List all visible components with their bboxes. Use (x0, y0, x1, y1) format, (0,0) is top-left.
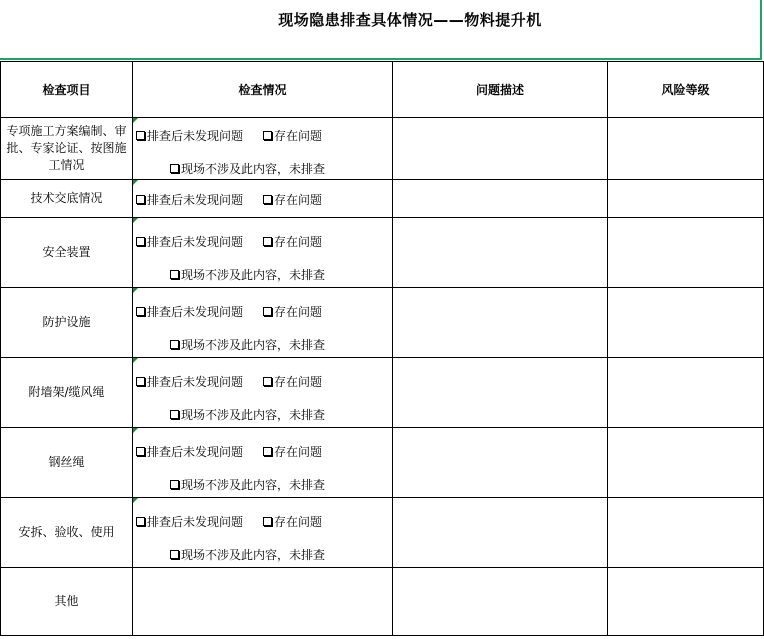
option-no-problem[interactable]: 排查后未发现问题 (136, 303, 243, 320)
option-not-applicable[interactable]: 现场不涉及此内容，未排查 (170, 160, 325, 177)
row-risk-cell[interactable] (608, 118, 764, 180)
row-problem-cell[interactable] (393, 180, 608, 218)
table-row (1, 180, 764, 218)
option-not-applicable[interactable]: 现场不涉及此内容，未排查 (170, 546, 325, 563)
row-problem-cell[interactable] (393, 118, 608, 180)
checkbox-icon[interactable] (136, 517, 145, 526)
table-row (1, 288, 764, 358)
title-cell (0, 0, 762, 60)
option-no-problem[interactable]: 排查后未发现问题 (136, 191, 243, 208)
table-row (1, 498, 764, 568)
row-status-cell (133, 118, 393, 180)
checkbox-icon[interactable] (170, 480, 179, 489)
row-problem-cell[interactable] (393, 358, 608, 428)
row-status-cell (133, 218, 393, 288)
table-row (1, 358, 764, 428)
row-problem-cell[interactable] (393, 218, 608, 288)
row-risk-cell[interactable] (608, 288, 764, 358)
row-risk-cell[interactable] (608, 218, 764, 288)
row-item-label: 安全装置 (1, 218, 133, 288)
header-status: 检查情况 (133, 62, 393, 118)
option-has-problem[interactable]: 存在问题 (263, 127, 322, 144)
inspection-table (0, 61, 764, 636)
option-no-problem[interactable]: 排查后未发现问题 (136, 373, 243, 390)
table-row (1, 568, 764, 636)
checkbox-icon[interactable] (136, 447, 145, 456)
option-no-problem[interactable]: 排查后未发现问题 (136, 127, 243, 144)
row-item-label: 专项施工方案编制、审批、专家论证、按图施工情况 (1, 118, 133, 180)
row-status-cell (133, 498, 393, 568)
header-risk: 风险等级 (608, 62, 764, 118)
checkbox-icon[interactable] (263, 447, 272, 456)
table-row (1, 428, 764, 498)
checkbox-icon[interactable] (136, 307, 145, 316)
checkbox-icon[interactable] (136, 131, 145, 140)
row-risk-cell[interactable] (608, 180, 764, 218)
checkbox-icon[interactable] (170, 550, 179, 559)
checkbox-icon[interactable] (170, 270, 179, 279)
option-no-problem[interactable]: 排查后未发现问题 (136, 443, 243, 460)
row-status-cell[interactable] (133, 568, 393, 636)
checkbox-icon[interactable] (263, 131, 272, 140)
row-problem-cell[interactable] (393, 288, 608, 358)
row-problem-cell[interactable] (393, 498, 608, 568)
option-has-problem[interactable]: 存在问题 (263, 233, 322, 250)
option-not-applicable[interactable]: 现场不涉及此内容，未排查 (170, 476, 325, 493)
row-item-label: 防护设施 (1, 288, 133, 358)
row-status-cell (133, 180, 393, 218)
row-risk-cell[interactable] (608, 428, 764, 498)
checkbox-icon[interactable] (170, 340, 179, 349)
checkbox-icon[interactable] (136, 377, 145, 386)
checkbox-icon[interactable] (263, 237, 272, 246)
checkbox-icon[interactable] (263, 307, 272, 316)
row-status-cell (133, 358, 393, 428)
option-has-problem[interactable]: 存在问题 (263, 513, 322, 530)
table-row (1, 118, 764, 180)
checkbox-icon[interactable] (136, 237, 145, 246)
checkbox-icon[interactable] (170, 410, 179, 419)
option-not-applicable[interactable]: 现场不涉及此内容，未排查 (170, 266, 325, 283)
option-no-problem[interactable]: 排查后未发现问题 (136, 233, 243, 250)
header-item: 检查项目 (1, 62, 133, 118)
option-has-problem[interactable]: 存在问题 (263, 303, 322, 320)
checkbox-icon[interactable] (170, 164, 179, 173)
row-item-label: 安拆、验收、使用 (1, 498, 133, 568)
row-item-label: 其他 (1, 568, 133, 636)
row-risk-cell[interactable] (608, 498, 764, 568)
page-title: 现场隐患排查具体情况——物料提升机 (278, 10, 542, 29)
option-no-problem[interactable]: 排查后未发现问题 (136, 513, 243, 530)
row-status-cell (133, 288, 393, 358)
checkbox-icon[interactable] (263, 377, 272, 386)
table-row (1, 218, 764, 288)
row-item-label: 技术交底情况 (1, 180, 133, 218)
row-problem-cell[interactable] (393, 428, 608, 498)
checkbox-icon[interactable] (263, 195, 272, 204)
row-status-cell (133, 428, 393, 498)
header-row (1, 62, 764, 118)
row-item-label: 钢丝绳 (1, 428, 133, 498)
header-problem: 问题描述 (393, 62, 608, 118)
row-problem-cell[interactable] (393, 568, 608, 636)
option-not-applicable[interactable]: 现场不涉及此内容，未排查 (170, 336, 325, 353)
row-item-label: 附墙架/缆风绳 (1, 358, 133, 428)
option-has-problem[interactable]: 存在问题 (263, 443, 322, 460)
row-risk-cell[interactable] (608, 358, 764, 428)
checkbox-icon[interactable] (136, 195, 145, 204)
option-not-applicable[interactable]: 现场不涉及此内容，未排查 (170, 406, 325, 423)
option-has-problem[interactable]: 存在问题 (263, 373, 322, 390)
row-risk-cell[interactable] (608, 568, 764, 636)
option-has-problem[interactable]: 存在问题 (263, 191, 322, 208)
checkbox-icon[interactable] (263, 517, 272, 526)
